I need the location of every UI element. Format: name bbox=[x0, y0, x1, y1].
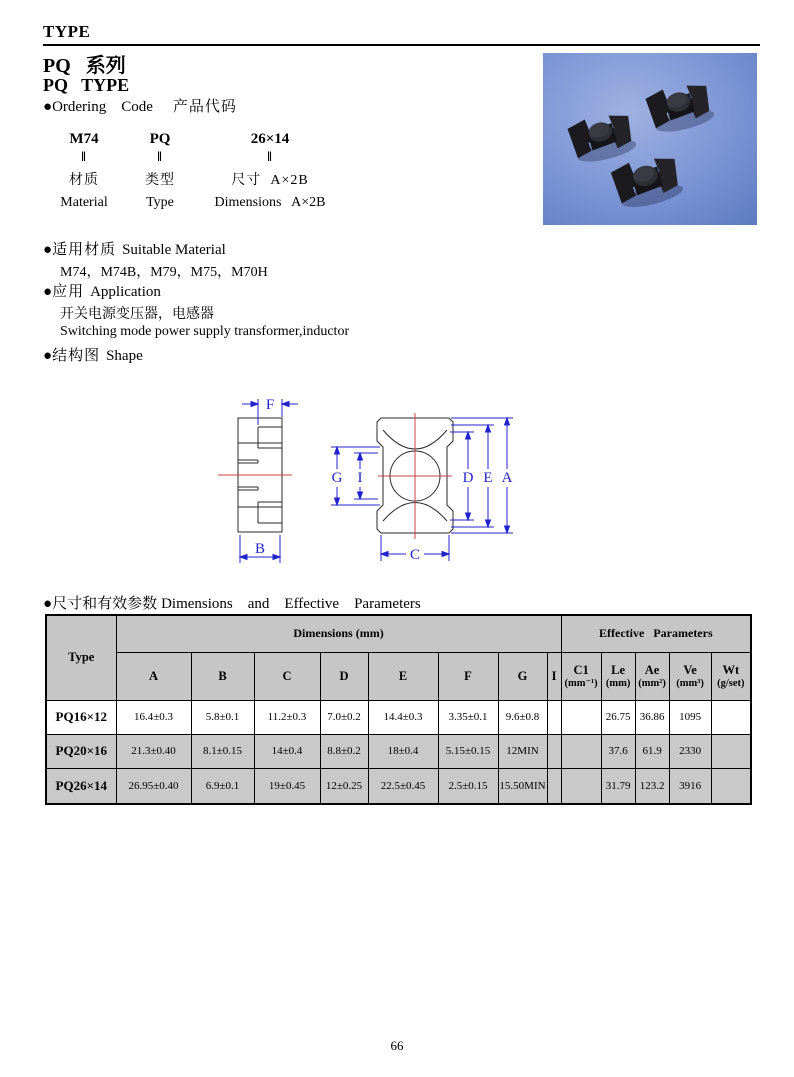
shape-drawing bbox=[210, 373, 540, 578]
table-heading-cn: 尺寸和有效参数 bbox=[52, 596, 158, 612]
suitable-material-heading bbox=[43, 238, 226, 259]
cell-B: 8.1±0.15 bbox=[191, 734, 254, 768]
suitable-material-list: M74，M74B，M79，M75，M70H bbox=[60, 265, 268, 280]
cell-Ve: 3916 bbox=[669, 768, 711, 804]
table-row bbox=[46, 734, 751, 768]
column-header-Ae bbox=[635, 652, 669, 700]
cell-E: 14.4±0.3 bbox=[368, 700, 438, 734]
dim-label-B: B bbox=[254, 541, 266, 557]
column-header-Wt-unit: (g/set) bbox=[717, 677, 745, 689]
cell-C1 bbox=[561, 700, 601, 734]
cell-Le: 37.6 bbox=[601, 734, 635, 768]
double-bar-icon: ‖ bbox=[157, 150, 163, 165]
column-header-B: B bbox=[191, 652, 254, 700]
front-view-centerlines bbox=[378, 413, 452, 539]
cell-F: 3.35±0.1 bbox=[438, 700, 498, 734]
dim-label-E: E bbox=[483, 470, 493, 486]
dim-label-D: D bbox=[462, 470, 474, 486]
bullet-icon: ● bbox=[43, 284, 53, 300]
column-header-Ae-name: Ae bbox=[644, 662, 660, 677]
application-cn: 应用 bbox=[52, 284, 85, 300]
dim-label-I: I bbox=[357, 470, 363, 486]
type-code: PQ bbox=[149, 131, 171, 147]
cell-C: 14±0.4 bbox=[254, 734, 320, 768]
column-header-E: E bbox=[368, 652, 438, 700]
cell-A: 16.4±0.3 bbox=[116, 700, 191, 734]
column-header-Le-name: Le bbox=[611, 662, 626, 677]
cell-E: 18±0.4 bbox=[368, 734, 438, 768]
cell-C: 19±0.45 bbox=[254, 768, 320, 804]
cell-G: 9.6±0.8 bbox=[498, 700, 547, 734]
cell-Ae: 36.86 bbox=[635, 700, 669, 734]
cell-Ae: 61.9 bbox=[635, 734, 669, 768]
dim-label-C: C bbox=[409, 547, 421, 563]
cell-G: 12MIN bbox=[498, 734, 547, 768]
cell-I bbox=[547, 700, 561, 734]
cell-Ve: 1095 bbox=[669, 700, 711, 734]
application-line-en: Switching mode power supply transformer,inductor bbox=[60, 324, 350, 339]
cell-Wt bbox=[711, 768, 751, 804]
column-header-F: F bbox=[438, 652, 498, 700]
title-divider bbox=[43, 44, 760, 46]
cell-E: 22.5±0.45 bbox=[368, 768, 438, 804]
cell-B: 6.9±0.1 bbox=[191, 768, 254, 804]
cell-I bbox=[547, 734, 561, 768]
cell-Wt bbox=[711, 734, 751, 768]
bullet-icon: ● bbox=[43, 596, 53, 612]
column-header-C1 bbox=[561, 652, 601, 700]
material-label-en: Material bbox=[60, 195, 108, 210]
double-bar-icon: ‖ bbox=[267, 150, 273, 165]
row-type: PQ26×14 bbox=[46, 768, 116, 804]
ordering-code-heading bbox=[43, 95, 237, 116]
dimensions-label-en: Dimensions A×2B bbox=[214, 195, 326, 210]
column-header-G: G bbox=[498, 652, 547, 700]
page-number: 66 bbox=[390, 1038, 404, 1053]
material-code: M74 bbox=[69, 131, 99, 147]
row-type: PQ16×12 bbox=[46, 700, 116, 734]
row-type: PQ20×16 bbox=[46, 734, 116, 768]
column-header-Ae-unit: (mm²) bbox=[638, 677, 666, 689]
cell-C: 11.2±0.3 bbox=[254, 700, 320, 734]
type-label-en: Type bbox=[146, 195, 174, 210]
series-title-cn: PQ 系列 bbox=[43, 55, 126, 77]
column-header-C1-unit: (mm⁻¹) bbox=[564, 677, 598, 689]
ordering-column-dimensions bbox=[195, 131, 345, 211]
cell-A: 21.3±0.40 bbox=[116, 734, 191, 768]
double-bar-icon: ‖ bbox=[81, 150, 87, 165]
cell-D: 12±0.25 bbox=[320, 768, 368, 804]
dim-label-A: A bbox=[501, 470, 513, 486]
shape-heading-cn: 结构图 bbox=[52, 348, 101, 364]
shape-heading-en: Shape bbox=[106, 348, 143, 364]
cell-F: 5.15±0.15 bbox=[438, 734, 498, 768]
cell-Ae: 123.2 bbox=[635, 768, 669, 804]
column-header-D: D bbox=[320, 652, 368, 700]
effective-group-header: Effective Parameters bbox=[561, 615, 751, 652]
cell-F: 2.5±0.15 bbox=[438, 768, 498, 804]
column-header-Wt-name: Wt bbox=[722, 662, 740, 677]
column-header-Le-unit: (mm) bbox=[605, 677, 631, 689]
cell-Le: 31.79 bbox=[601, 768, 635, 804]
dim-label-F: F bbox=[265, 397, 275, 413]
shape-heading bbox=[43, 344, 143, 365]
cell-Le: 26.75 bbox=[601, 700, 635, 734]
cell-B: 5.8±0.1 bbox=[191, 700, 254, 734]
ordering-heading-en: Ordering Code bbox=[52, 99, 153, 115]
table-row bbox=[46, 768, 751, 804]
dimensions-group-header: Dimensions (mm) bbox=[116, 615, 561, 652]
page-title: TYPE bbox=[43, 22, 91, 41]
column-header-Ve-unit: (mm³) bbox=[676, 677, 704, 689]
bullet-icon: ● bbox=[43, 242, 53, 258]
application-en: Application bbox=[90, 284, 161, 300]
suitable-material-en: Suitable Material bbox=[122, 242, 226, 258]
cell-C1 bbox=[561, 768, 601, 804]
cell-Ve: 2330 bbox=[669, 734, 711, 768]
parameters-table bbox=[45, 614, 752, 805]
product-photo bbox=[543, 53, 757, 225]
column-header-C: C bbox=[254, 652, 320, 700]
application-heading bbox=[43, 280, 161, 301]
series-title-en: PQ TYPE bbox=[43, 75, 130, 95]
dimensions-code: 26×14 bbox=[250, 131, 290, 147]
bullet-icon: ● bbox=[43, 99, 53, 115]
cell-D: 7.0±0.2 bbox=[320, 700, 368, 734]
column-header-C1-name: C1 bbox=[573, 662, 589, 677]
column-header-Le bbox=[601, 652, 635, 700]
column-header-I: I bbox=[547, 652, 561, 700]
cell-A: 26.95±0.40 bbox=[116, 768, 191, 804]
cell-I bbox=[547, 768, 561, 804]
bullet-icon: ● bbox=[43, 348, 53, 364]
cell-G: 15.50MIN bbox=[498, 768, 547, 804]
dimensions-label-cn: 尺寸 A×2B bbox=[231, 173, 309, 188]
cell-D: 8.8±0.2 bbox=[320, 734, 368, 768]
column-header-Ve-name: Ve bbox=[683, 662, 697, 677]
cell-C1 bbox=[561, 734, 601, 768]
column-header-Ve bbox=[669, 652, 711, 700]
cell-Wt bbox=[711, 700, 751, 734]
material-label-cn: 材质 bbox=[69, 173, 99, 188]
table-heading-en: Dimensions and Effective Parameters bbox=[161, 596, 421, 612]
application-line-cn: 开关电源变压器，电感器 bbox=[60, 307, 214, 322]
column-header-A: A bbox=[116, 652, 191, 700]
type-label-cn: 类型 bbox=[145, 173, 175, 188]
type-column-header: Type bbox=[46, 615, 116, 700]
suitable-material-cn: 适用材质 bbox=[52, 242, 117, 258]
ordering-heading-cn: 产品代码 bbox=[172, 99, 237, 115]
table-row bbox=[46, 700, 751, 734]
table-section-heading bbox=[43, 592, 421, 613]
dim-label-G: G bbox=[331, 470, 343, 486]
column-header-Wt bbox=[711, 652, 751, 700]
